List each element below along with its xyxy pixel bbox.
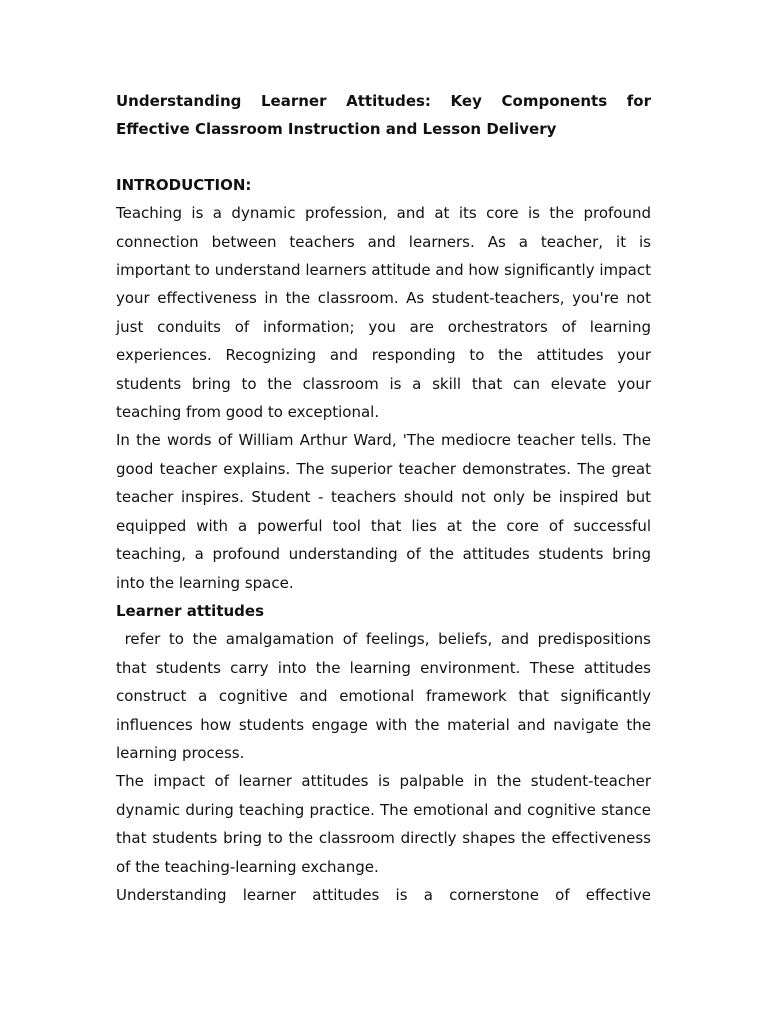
paragraph-quote: In the words of William Arthur Ward, 'The mediocre teacher tells. The good teacher explains. The superior teacher demonstrates. The great teacher inspires. Student - teachers should not only be inspired but equipped with a powerful tool that lies at the core of successful teaching, a profound understanding of the attitudes students bring into the learning space. [116,431,651,592]
document-title: Understanding Learner Attitudes: Key Components for Effective Classroom Instruction and Lesson Delivery [116,92,651,139]
introduction-heading: INTRODUCTION: [116,175,252,194]
document-page [116,87,656,909]
paragraph-definition: refer to the amalgamation of feelings, beliefs, and predispositions that students carry into the learning environment. These attitudes construct a cognitive and emotional framework that significantly influences how students engage with the material and navigate the learning process. [116,630,656,762]
paragraph-teaching: Teaching is a dynamic profession, and at its core is the profound connection between teachers and learners. As a teacher, it is important to understand learners attitude and how significantly impact your effectiveness in the classroom. As student-teachers, you're not just conduits of information; you are orchestrators of learning experiences. Recognizing and responding to the attitudes your students bring to the classroom is a skill that can elevate your teaching from good to exceptional. [116,204,651,422]
paragraph-impact: The impact of learner attitudes is palpable in the student-teacher dynamic during teaching practice. The emotional and cognitive stance that students bring to the classroom directly shapes the effectiveness of the teaching-learning exchange. [116,772,651,876]
learner-attitudes-heading: Learner attitudes [116,601,265,620]
paragraph-cornerstone: Understanding learner attitudes is a cornerstone of effective [116,885,651,904]
